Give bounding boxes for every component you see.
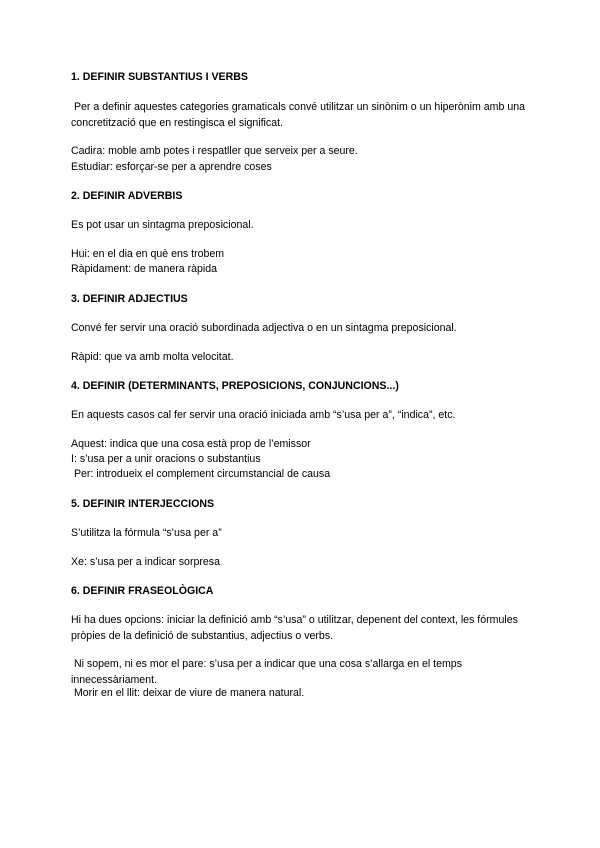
section-4-example-2: I: s’usa per a unir oracions o substantius — [71, 453, 261, 465]
section-1-heading: 1. DEFINIR SUBSTANTIUS I VERBS — [71, 71, 248, 83]
section-2-example-1: Hui: en el dia en què ens trobem — [71, 248, 225, 260]
section-2-heading: 2. DEFINIR ADVERBIS — [71, 190, 183, 202]
section-3-intro: Convé fer servir una oració subordinada adjectiva o en un sintagma preposicional. — [71, 322, 457, 334]
section-4-intro: En aquests casos cal fer servir una oració iniciada amb “s’usa per a”, “indica”, etc. — [71, 409, 456, 421]
section-1-example-2: Estudiar: esforçar-se per a aprendre coses — [71, 161, 272, 173]
section-6-heading: 6. DEFINIR FRASEOLÒGICA — [71, 585, 214, 597]
section-2-example-2: Ràpidament: de manera ràpida — [71, 263, 218, 275]
section-1-example-1: Cadira: moble amb potes i respatller que serveix per a seure. — [71, 145, 358, 157]
section-4-example-1: Aquest: indica que una cosa està prop de l’emissor — [71, 438, 311, 450]
section-6-intro: Hi ha dues opcions: iniciar la definició amb “s’usa” o utilitzar, depenent del context, les fórmules pròpies de la definició de substantius, adjectius o verbs. — [71, 614, 521, 642]
section-1-intro: Per a definir aquestes categories gramaticals convé utilitzar un sinònim o un hiperònim amb una concretització que en restingisca el significat. — [71, 101, 528, 129]
section-6-example-1: Ni sopem, ni es mor el pare: s’usa per a indicar que una cosa s’allarga en el temps innecessàriament. — [71, 658, 465, 686]
section-5-heading: 5. DEFINIR INTERJECCIONS — [71, 498, 215, 510]
section-6-example-2: Morir en el llit: deixar de viure de manera natural. — [71, 687, 305, 699]
section-4-example-3: Per: introdueix el complement circumstancial de causa — [71, 468, 331, 480]
section-4-heading: 4. DEFINIR (DETERMINANTS, PREPOSICIONS, CONJUNCIONS...) — [71, 380, 399, 392]
section-2-intro: Es pot usar un sintagma preposicional. — [71, 219, 254, 231]
section-3-heading: 3. DEFINIR ADJECTIUS — [71, 293, 188, 305]
section-5-example-1: Xe: s’usa per a indicar sorpresa — [71, 556, 220, 568]
section-5-intro: S’utilitza la fórmula “s’usa per a” — [71, 527, 222, 539]
section-3-example-1: Ràpid: que va amb molta velocitat. — [71, 351, 234, 363]
